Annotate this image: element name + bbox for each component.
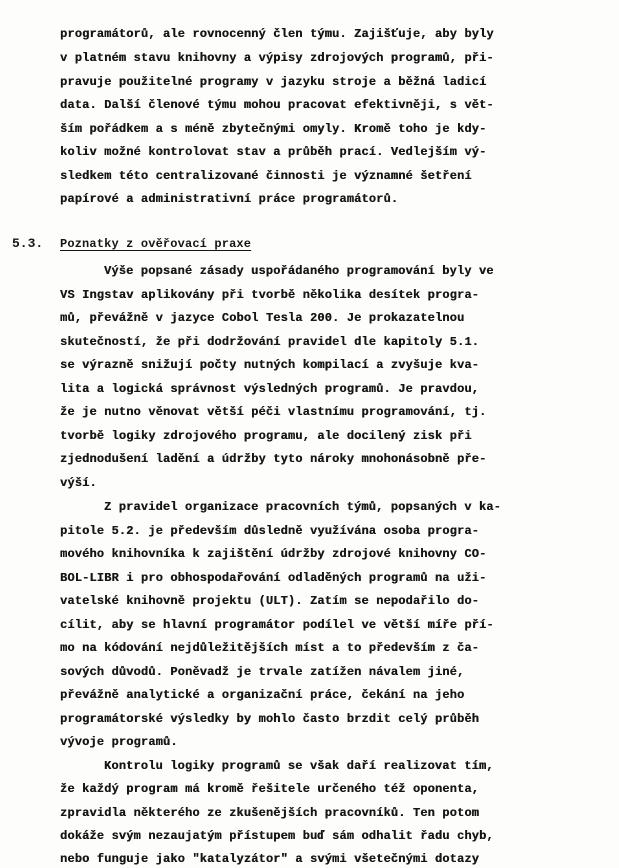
section-number: 5.3. bbox=[12, 236, 44, 251]
text-line: sových důvodů. Poněvadž je trvale zatížen návalem jiné, bbox=[60, 665, 465, 679]
text-line: v platném stavu knihovny a výpisy zdrojových programů, při- bbox=[60, 51, 494, 65]
text-line: zjednodušení ladění a údržby tyto nároky mnohonásobně pře- bbox=[60, 452, 487, 466]
text-line: tvorbě logiky zdrojového programu, ale docilený zisk při bbox=[60, 429, 472, 443]
text-line: Z pravidel organizace pracovních týmů, popsaných v ka- bbox=[104, 500, 501, 514]
text-line: data. Další členové týmu mohou pracovat efektivněji, s vět- bbox=[60, 98, 494, 112]
text-line: Kontrolu logiky programů se však daří realizovat tím, bbox=[104, 759, 494, 773]
text-line: výší. bbox=[60, 476, 97, 490]
text-line: zpravidla některého ze zkušenějších pracovníků. Ten potom bbox=[60, 806, 480, 820]
text-line: vývoje programů. bbox=[60, 735, 178, 749]
text-line: mo na kódování nejdůležitějších míst a to především z ča- bbox=[60, 641, 480, 655]
text-line: převážně analytické a organizační práce, čekání na jeho bbox=[60, 688, 465, 702]
section-title: Poznatky z ověřovací praxe bbox=[60, 237, 252, 251]
text-line: že každý program má kromě řešitele určeného též oponenta, bbox=[60, 782, 480, 796]
text-line: skutečností, že při dodržování pravidel dle kapitoly 5.1. bbox=[60, 335, 480, 349]
text-line: papírové a administrativní práce programátorů. bbox=[60, 192, 399, 206]
text-line: BOL-LIBR i pro obhospodařování odladěných programů na uži- bbox=[60, 571, 487, 585]
text-line: vatelské knihovně projektu (ULT). Zatím se nepodařilo do- bbox=[60, 594, 480, 608]
text-line: mů, převážně v jazyce Cobol Tesla 200. Je prokazatelnou bbox=[60, 311, 465, 325]
text-line: programátorů, ale rovnocenný člen týmu. Zajišťuje, aby byly bbox=[60, 27, 494, 41]
text-line: programátorské výsledky by mohlo často brzdit celý průběh bbox=[60, 712, 480, 726]
text-line: dokáže svým nezaujatým přístupem buď sám odhalit řadu chyb, bbox=[60, 829, 494, 843]
text-line: ším pořádkem a s méně zbytečnými omyly. Kromě toho je kdy- bbox=[60, 122, 487, 136]
text-line: koliv možné kontrolovat stav a průběh prací. Vedlejším vý- bbox=[60, 145, 487, 159]
text-line: lita a logická správnost výsledných programů. Je pravdou, bbox=[60, 382, 480, 396]
text-line: VS Ingstav aplikovány při tvorbě několika desítek progra- bbox=[60, 288, 480, 302]
text-line: cílit, aby se hlavní programátor podílel ve větší míře pří- bbox=[60, 618, 494, 632]
text-line: se výrazně snižují počty nutných kompilací a zvyšuje kva- bbox=[60, 358, 480, 372]
text-line: pitole 5.2. je především důsledně využívána osoba progra- bbox=[60, 524, 480, 538]
text-line: sledkem této centralizované činnosti je významné šetření bbox=[60, 169, 472, 183]
text-line: že je nutno věnovat větší péči vlastnímu programování, tj. bbox=[60, 405, 487, 419]
text-line: mového knihovníka k zajištění údržby zdrojové knihovny CO- bbox=[60, 547, 487, 561]
text-line: pravuje použitelné programy v jazyku stroje a běžná ladicí bbox=[60, 75, 487, 89]
text-line: nebo funguje jako "katalyzátor" a svými všetečnými dotazy bbox=[60, 852, 480, 866]
text-line: Výše popsané zásady uspořádaného programování byly ve bbox=[104, 264, 494, 278]
